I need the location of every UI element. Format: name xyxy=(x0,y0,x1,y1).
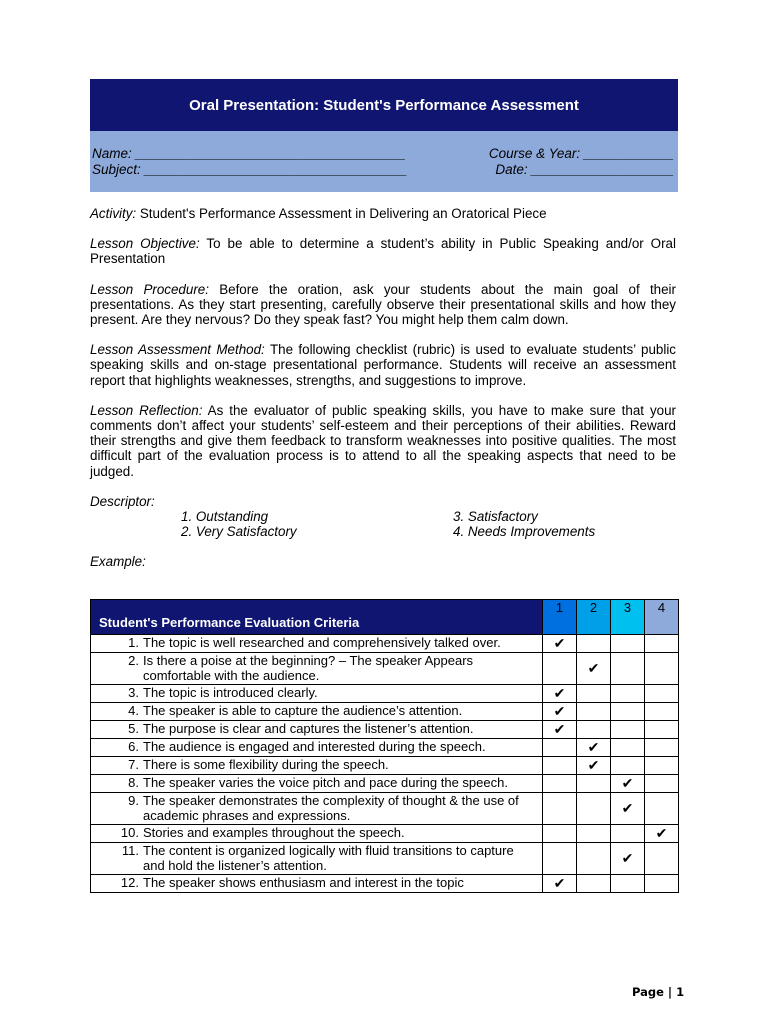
table-row xyxy=(91,825,679,843)
criteria-cell-content xyxy=(91,843,542,874)
document-title: Oral Presentation: Student's Performance Assessment xyxy=(189,96,579,114)
student-info-bar xyxy=(90,131,678,192)
criteria-text: The content is organized logically with fluid transitions to capture and hold the listener’s attention. xyxy=(143,843,514,873)
criteria-cell xyxy=(91,757,543,775)
rating-cell-2 xyxy=(577,685,611,703)
reflection-text: As the evaluator of public speaking skills, you have to make sure that your comments don’t affect your students’ self-esteem and their perceptions of their abilities. Reward their strengths and give them feedback to transform weaknesses into positive qualities. The most difficult part of the evaluation process is to attend to all the speaking aspects that need to be judged. xyxy=(90,402,676,479)
objective-text: To be able to determine a student’s ability in Public Speaking and/or Oral Presentation xyxy=(90,236,676,267)
reflection-label: Lesson Reflection: xyxy=(90,402,203,418)
rating-cell-4 xyxy=(645,757,679,775)
rating-cell-1 xyxy=(543,775,577,793)
check-icon: ✔ xyxy=(621,800,634,816)
criteria-number: 9. xyxy=(128,793,139,808)
criteria-number: 5. xyxy=(128,721,139,737)
check-icon: ✔ xyxy=(553,635,566,651)
rating-cell-2 xyxy=(577,703,611,721)
rating-cell-3 xyxy=(611,685,645,703)
table-row xyxy=(91,685,679,703)
course-year-field: Course & Year: ____________ xyxy=(488,146,674,161)
criteria-cell xyxy=(91,739,543,757)
rating-cell-1 xyxy=(543,653,577,685)
criteria-cell-content xyxy=(91,653,542,684)
criteria-number: 2. xyxy=(128,653,139,668)
table-row xyxy=(91,843,679,875)
descriptor-item: 3. Satisfactory xyxy=(453,509,538,525)
check-icon: ✔ xyxy=(587,739,600,755)
evaluation-criteria-table xyxy=(90,599,679,893)
criteria-number: 10. xyxy=(120,825,139,841)
criteria-cell-content xyxy=(91,757,542,774)
criteria-cell-content xyxy=(91,739,542,756)
criteria-text: The speaker shows enthusiasm and interest in the topic xyxy=(143,875,464,891)
criteria-cell xyxy=(91,653,543,685)
criteria-cell xyxy=(91,703,543,721)
criteria-number: 4. xyxy=(128,703,139,719)
criteria-text: Stories and examples throughout the speech. xyxy=(143,825,405,841)
rating-cell-4 xyxy=(645,843,679,875)
rating-cell-4 xyxy=(645,825,679,843)
table-header-row xyxy=(91,600,679,635)
rating-cell-3 xyxy=(611,793,645,825)
descriptor-item: 2. Very Satisfactory xyxy=(181,524,297,540)
check-icon: ✔ xyxy=(587,757,600,773)
rating-column-3: 3 xyxy=(611,600,645,635)
check-icon: ✔ xyxy=(587,660,600,676)
rating-cell-1 xyxy=(543,703,577,721)
rating-cell-2 xyxy=(577,843,611,875)
criteria-text: The speaker varies the voice pitch and pace during the speech. xyxy=(143,775,508,791)
rating-cell-2 xyxy=(577,775,611,793)
rating-cell-3 xyxy=(611,635,645,653)
criteria-cell xyxy=(91,843,543,875)
check-icon: ✔ xyxy=(621,850,634,866)
table-row xyxy=(91,739,679,757)
criteria-cell xyxy=(91,793,543,825)
date-field: Date: ___________________ xyxy=(495,161,674,177)
activity-label: Activity: xyxy=(90,206,137,221)
rating-cell-2 xyxy=(577,793,611,825)
criteria-cell-content xyxy=(91,703,542,720)
activity-text: Student's Performance Assessment in Delivering an Oratorical Piece xyxy=(136,206,547,221)
criteria-text: The speaker is able to capture the audience’s attention. xyxy=(143,703,463,719)
criteria-cell xyxy=(91,635,543,653)
rating-cell-4 xyxy=(645,875,679,893)
rating-cell-4 xyxy=(645,775,679,793)
criteria-number: 3. xyxy=(128,685,139,701)
criteria-cell xyxy=(91,721,543,739)
criteria-number: 12. xyxy=(120,875,139,891)
rating-cell-4 xyxy=(645,721,679,739)
rating-cell-3 xyxy=(611,875,645,893)
criteria-text: The purpose is clear and captures the listener’s attention. xyxy=(143,721,474,737)
assessment-text: The following checklist (rubric) is used to evaluate students’ public speaking skills and on-stage presentational performance. Students will receive an assessment report that highlights weaknesses, strengths, and suggestions to improve. xyxy=(90,342,677,388)
criteria-cell xyxy=(91,875,543,893)
rating-cell-1 xyxy=(543,757,577,775)
assessment-paragraph xyxy=(90,342,676,388)
rating-cell-1 xyxy=(543,875,577,893)
rating-cell-3 xyxy=(611,653,645,685)
objective-label: Lesson Objective: xyxy=(90,236,200,252)
rating-cell-4 xyxy=(645,739,679,757)
document-title-bar xyxy=(90,79,678,131)
criteria-text: The topic is well researched and comprehensively talked over. xyxy=(143,635,501,651)
rating-cell-1 xyxy=(543,843,577,875)
criteria-text: There is some flexibility during the speech. xyxy=(143,757,389,773)
objective-paragraph xyxy=(90,236,676,266)
check-icon: ✔ xyxy=(553,721,566,737)
rating-cell-1 xyxy=(543,635,577,653)
assessment-label: Lesson Assessment Method: xyxy=(90,342,265,358)
rating-cell-1 xyxy=(543,685,577,703)
reflection-paragraph xyxy=(90,403,676,479)
criteria-header: Student's Performance Evaluation Criteria xyxy=(91,600,543,635)
criteria-number: 11. xyxy=(121,843,139,858)
descriptor-label: Descriptor: xyxy=(90,493,155,509)
procedure-paragraph xyxy=(90,282,676,328)
criteria-cell-content xyxy=(91,825,542,842)
check-icon: ✔ xyxy=(553,703,566,719)
criteria-number: 8. xyxy=(128,775,139,791)
criteria-cell-content xyxy=(91,775,542,792)
rating-cell-3 xyxy=(611,757,645,775)
table-row xyxy=(91,653,679,685)
rating-cell-3 xyxy=(611,721,645,739)
page-number-label: Page | 1 xyxy=(632,985,685,999)
rating-cell-2 xyxy=(577,721,611,739)
criteria-text: The topic is introduced clearly. xyxy=(143,685,318,701)
rating-cell-3 xyxy=(611,775,645,793)
example-label: Example: xyxy=(90,554,146,570)
criteria-text: The audience is engaged and interested during the speech. xyxy=(143,739,486,755)
rating-cell-4 xyxy=(645,635,679,653)
check-icon: ✔ xyxy=(553,875,566,891)
procedure-text: Before the oration, ask your students about the main goal of their presentations. As they start presenting, carefully observe their presentational skills and how they present. Are they nervous? Do they speak fast? You might help them calm down. xyxy=(90,281,676,328)
criteria-cell xyxy=(91,685,543,703)
rating-column-4: 4 xyxy=(645,600,679,635)
check-icon: ✔ xyxy=(655,825,668,841)
rating-cell-4 xyxy=(645,653,679,685)
lesson-content xyxy=(90,206,676,570)
rating-cell-3 xyxy=(611,739,645,757)
rating-cell-4 xyxy=(645,685,679,703)
table-row xyxy=(91,775,679,793)
rating-cell-2 xyxy=(577,739,611,757)
subject-field: Subject: ___________________________________ xyxy=(92,161,408,177)
rating-cell-3 xyxy=(611,843,645,875)
rating-cell-4 xyxy=(645,703,679,721)
check-icon: ✔ xyxy=(621,775,634,791)
criteria-number: 6. xyxy=(128,739,139,755)
descriptor-item: 4. Needs Improvements xyxy=(453,524,596,540)
criteria-cell-content xyxy=(91,635,542,652)
subject-date-row xyxy=(92,162,674,178)
rating-column-1: 1 xyxy=(543,600,577,635)
criteria-rows xyxy=(91,635,679,893)
procedure-label: Lesson Procedure: xyxy=(90,281,209,297)
table-row xyxy=(91,793,679,825)
page-number xyxy=(632,985,684,999)
rating-column-2: 2 xyxy=(577,600,611,635)
rating-cell-1 xyxy=(543,793,577,825)
rating-cell-3 xyxy=(611,825,645,843)
rating-cell-2 xyxy=(577,653,611,685)
name-course-row xyxy=(92,146,674,162)
criteria-text: Is there a poise at the beginning? – The speaker Appears comfortable with the audience. xyxy=(143,653,474,683)
table-row xyxy=(91,875,679,893)
descriptor-item: 1. Outstanding xyxy=(181,509,269,525)
criteria-number: 7. xyxy=(128,757,139,773)
criteria-cell-content xyxy=(91,685,542,702)
table-row xyxy=(91,635,679,653)
rating-cell-1 xyxy=(543,825,577,843)
rating-cell-1 xyxy=(543,739,577,757)
table-row xyxy=(91,757,679,775)
criteria-cell-content xyxy=(91,721,542,738)
rating-cell-4 xyxy=(645,793,679,825)
rating-cell-2 xyxy=(577,825,611,843)
criteria-number: 1. xyxy=(128,635,139,651)
activity-paragraph xyxy=(90,206,676,221)
rating-cell-1 xyxy=(543,721,577,739)
rating-cell-2 xyxy=(577,875,611,893)
descriptor-list xyxy=(181,509,676,539)
rating-cell-3 xyxy=(611,703,645,721)
name-field: Name: ____________________________________ xyxy=(92,146,406,161)
rating-cell-2 xyxy=(577,757,611,775)
table-row xyxy=(91,703,679,721)
table-row xyxy=(91,721,679,739)
criteria-cell xyxy=(91,825,543,843)
criteria-text: The speaker demonstrates the complexity of thought & the use of academic phrases and expressions. xyxy=(143,793,519,823)
criteria-cell-content xyxy=(91,793,542,824)
criteria-cell-content xyxy=(91,875,542,892)
check-icon: ✔ xyxy=(553,685,566,701)
rating-cell-2 xyxy=(577,635,611,653)
criteria-cell xyxy=(91,775,543,793)
